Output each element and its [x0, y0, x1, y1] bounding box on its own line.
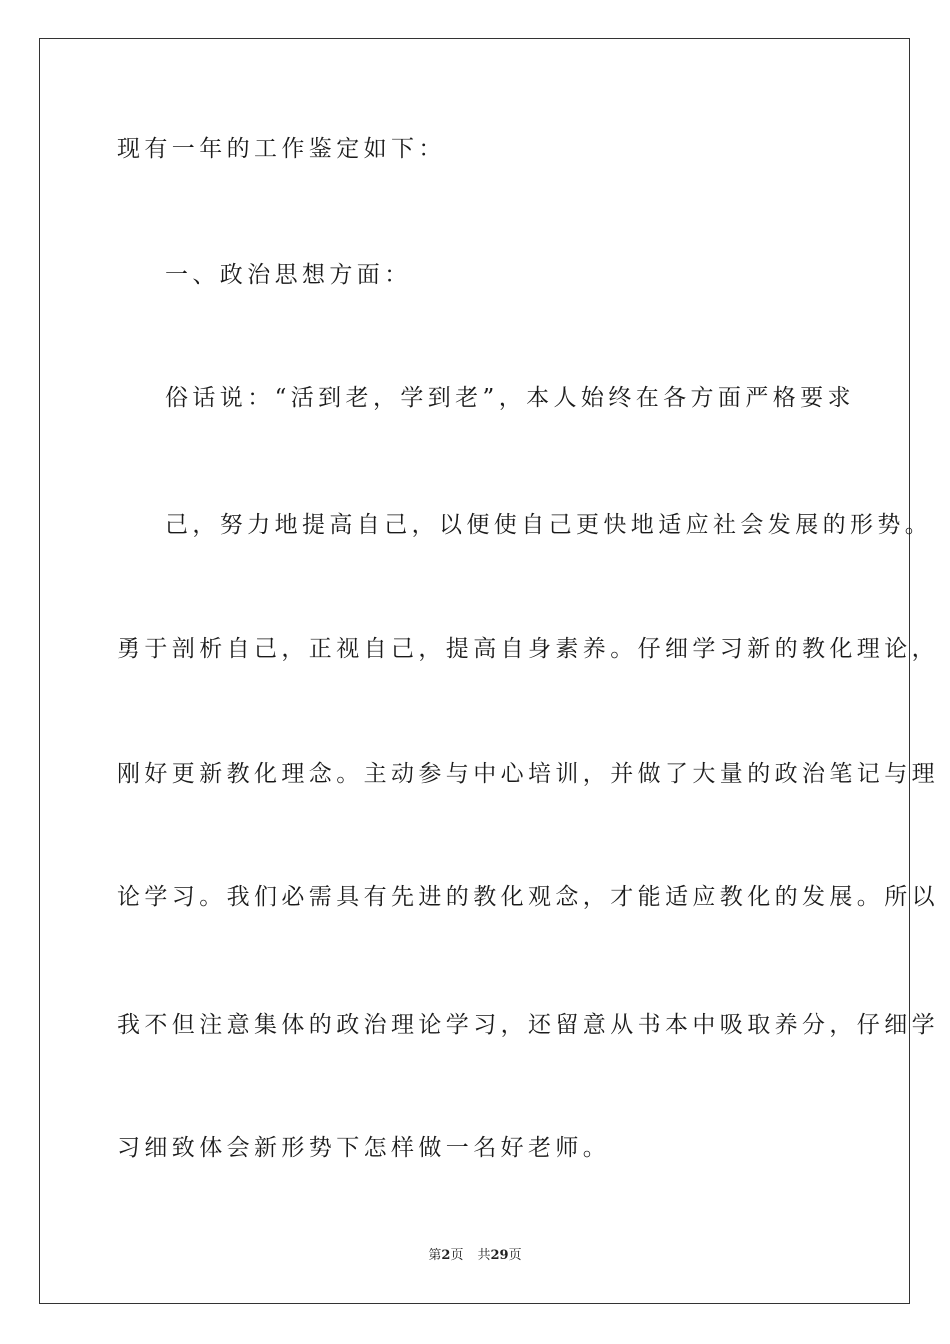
- paragraph-line-3: 勇于剖析自己，正视自己，提高自身素养。仔细学习新的教化理论，: [117, 636, 939, 662]
- page-suffix: 页: [450, 1248, 464, 1263]
- section-heading-political: 一、政治思想方面：: [165, 262, 412, 288]
- paragraph-line-2: 己，努力地提高自己，以便使自己更快地适应社会发展的形势。: [165, 512, 933, 538]
- page-number: 2: [441, 1248, 451, 1263]
- total-prefix: 共: [477, 1248, 491, 1263]
- paragraph-line-5: 论学习。我们必需具有先进的教化观念，才能适应教化的发展。所以: [117, 884, 939, 910]
- paragraph-line-4: 刚好更新教化理念。主动参与中心培训，并做了大量的政治笔记与理: [117, 761, 939, 787]
- total-suffix: 页: [508, 1248, 522, 1263]
- page-footer: [0, 1247, 950, 1265]
- paragraph-line-6: 我不但注意集体的政治理论学习，还留意从书本中吸取养分，仔细学: [117, 1012, 939, 1038]
- paragraph-line-1: 俗话说：“活到老，学到老”，本人始终在各方面严格要求: [165, 385, 855, 411]
- page-prefix: 第: [428, 1248, 442, 1263]
- total-pages: 29: [490, 1248, 509, 1263]
- paragraph-line-7: 习细致体会新形势下怎样做一名好老师。: [117, 1135, 611, 1161]
- intro-line: 现有一年的工作鉴定如下：: [117, 136, 446, 162]
- page-border: [39, 38, 910, 1304]
